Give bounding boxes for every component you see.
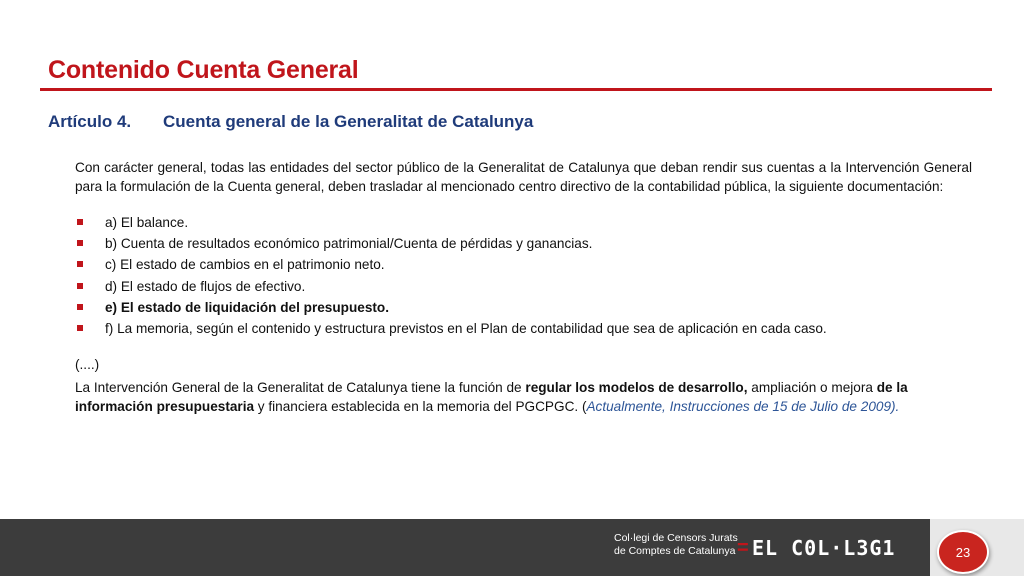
equals-sign: = (737, 537, 749, 559)
slide-body (75, 158, 972, 416)
slide-title: Contenido Cuenta General (48, 56, 359, 84)
brand-logo: EL C0L·L3G1 (752, 536, 896, 560)
ellipsis-text: (....) (75, 357, 100, 373)
list-item-text: b) Cuenta de resultados económico patrimonial/Cuenta de pérdidas y ganancias. (105, 236, 593, 252)
list-item-text: c) El estado de cambios en el patrimonio neto. (105, 257, 385, 273)
bullet-square-icon (77, 304, 83, 310)
list-item (75, 233, 972, 254)
bullet-square-icon (77, 261, 83, 267)
organization-name (614, 532, 738, 558)
bullet-square-icon (77, 240, 83, 246)
documentation-list (75, 212, 972, 339)
list-item (75, 254, 972, 275)
para2-part2: ampliación o mejora (747, 380, 877, 396)
list-item (75, 318, 972, 339)
para2-bold1: regular los modelos de desarrollo, (525, 380, 748, 396)
para2-part3: y financiera establecida en la memoria del PGCPGC. ( (254, 399, 587, 415)
list-item-text: f) La memoria, según el contenido y estructura previstos en el Plan de contabilidad que sea de aplicación en cada caso. (105, 320, 827, 336)
bullet-square-icon (77, 219, 83, 225)
para2-part1: La Intervención General de la Generalitat de Catalunya tiene la función de (75, 380, 526, 396)
organization-line-2: de Comptes de Catalunya (614, 545, 736, 557)
organization-line-1: Col·legi de Censors Jurats (614, 532, 738, 544)
page-number: 23 (955, 544, 971, 560)
list-item-text: a) El balance. (105, 215, 189, 230)
list-item (75, 212, 972, 233)
bullet-square-icon (77, 325, 83, 331)
page-number-badge (937, 530, 989, 574)
article-title: Cuenta general de la Generalitat de Catalunya (163, 112, 534, 131)
para2-bold2: de la información presupuestaria (75, 380, 908, 415)
list-item (75, 297, 972, 318)
list-item-text: e) El estado de liquidación del presupuesto. (105, 299, 390, 315)
list-item-text: d) El estado de flujos de efectivo. (105, 278, 306, 294)
instructions-reference: Actualmente, Instrucciones de 15 de Julio de 2009). (586, 399, 900, 415)
list-item (75, 276, 972, 297)
article-heading (48, 112, 533, 132)
bullet-square-icon (77, 283, 83, 289)
closing-paragraph (75, 378, 965, 416)
intro-paragraph: Con carácter general, todas las entidades del sector público de la Generalitat de Catalunya que deban rendir sus cuentas a la Intervención General para la formulación de la Cuenta general, deben trasladar al mencionado centro directivo de la contabilidad pública, la siguiente documentación: (75, 160, 972, 194)
title-divider (40, 88, 992, 91)
article-number: Artículo 4. (48, 112, 132, 131)
